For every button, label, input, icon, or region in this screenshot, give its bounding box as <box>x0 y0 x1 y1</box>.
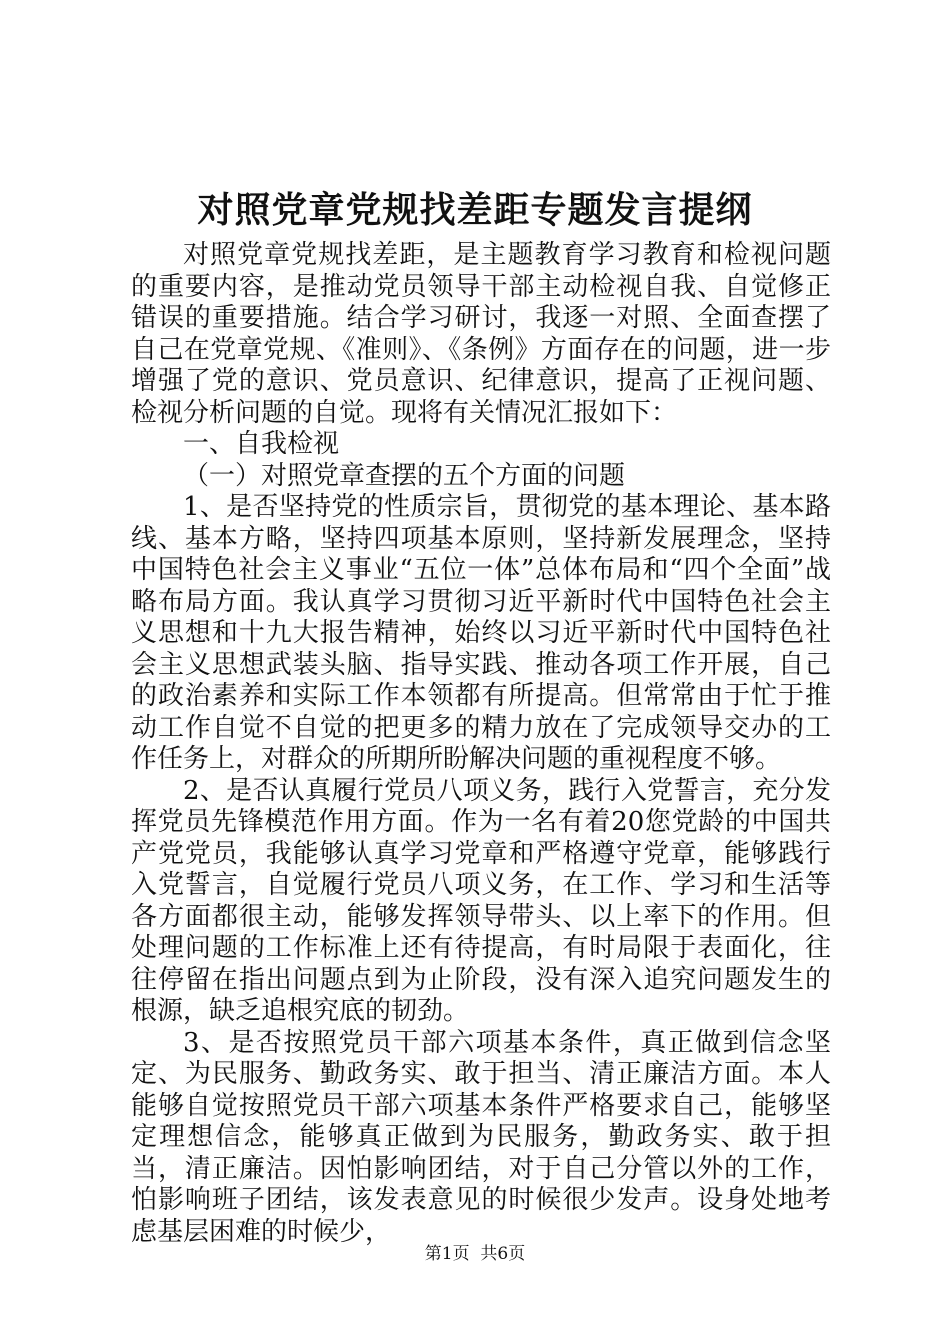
footer-separator <box>470 1244 481 1264</box>
paragraph-item-2: 2、是否认真履行党员八项义务，践行入党誓言，充分发挥党员先锋模范作用方面。作为一名有着20您党龄的中国共产党党员，我能够认真学习党章和严格遵守党章，能够践行入党誓言，自觉履行党员八项义务，在工作、学习和生活等各方面都很主动，能够发挥领导带头、以上率下的作用。但处理问题的工作标准上还有待提高，有时局限于表面化，往往停留在指出问题点到为止阶段，没有深入追究问题发生的根源，缺乏追根究底的韧劲。 <box>131 775 831 1026</box>
paragraph-item-3: 3、是否按照党员干部六项基本条件，真正做到信念坚定、为民服务、勤政务实、敢于担当、清正廉洁方面。本人能够自觉按照党员干部六项基本条件严格要求自己，能够坚定理想信念，能够真正做到为民服务，勤政务实、敢于担当，清正廉洁。因怕影响团结，对于自己分管以外的工作，怕影响班子团结，该发表意见的时候很少发声。设身处地考虑基层困难的时候少， <box>131 1027 831 1247</box>
paragraph-item-1: 1、是否坚持党的性质宗旨，贯彻党的基本理论、基本路线、基本方略，坚持四项基本原则，坚持新发展理念，坚持中国特色社会主义事业“五位一体”总体布局和“四个全面”战略布局方面。我认真学习贯彻习近平新时代中国特色社会主义思想和十九大报告精神，始终以习近平新时代中国特色社会主义思想武装头脑、指导实践、推动各项工作开展，自己的政治素养和实际工作本领都有所提高。但常常由于忙于推动工作自觉不自觉的把更多的精力放在了完成领导交办的工作任务上，对群众的所期所盼解决问题的重视程度不够。 <box>131 492 831 774</box>
document-body <box>131 240 831 1248</box>
page-total: 共6页 <box>480 1244 526 1264</box>
paragraph-intro: 对照党章党规找差距，是主题教育学习教育和检视问题的重要内容，是推动党员领导干部主动检视自我、自觉修正错误的重要措施。结合学习研讨，我逐一对照、全面查摆了自己在党章党规、《准则》、《条例》方面存在的问题，进一步增强了党的意识、党员意识、纪律意识，提高了正视问题、检视分析问题的自觉。现将有关情况汇报如下： <box>131 240 831 428</box>
document-title: 对照党章党规找差距专题发言提纲 <box>197 189 753 231</box>
subsection-heading: （一）对照党章查摆的五个方面的问题 <box>183 460 626 491</box>
page-number: 第1页 <box>424 1244 470 1264</box>
section-heading: 一、自我检视 <box>183 429 340 459</box>
page-footer <box>0 1242 950 1266</box>
